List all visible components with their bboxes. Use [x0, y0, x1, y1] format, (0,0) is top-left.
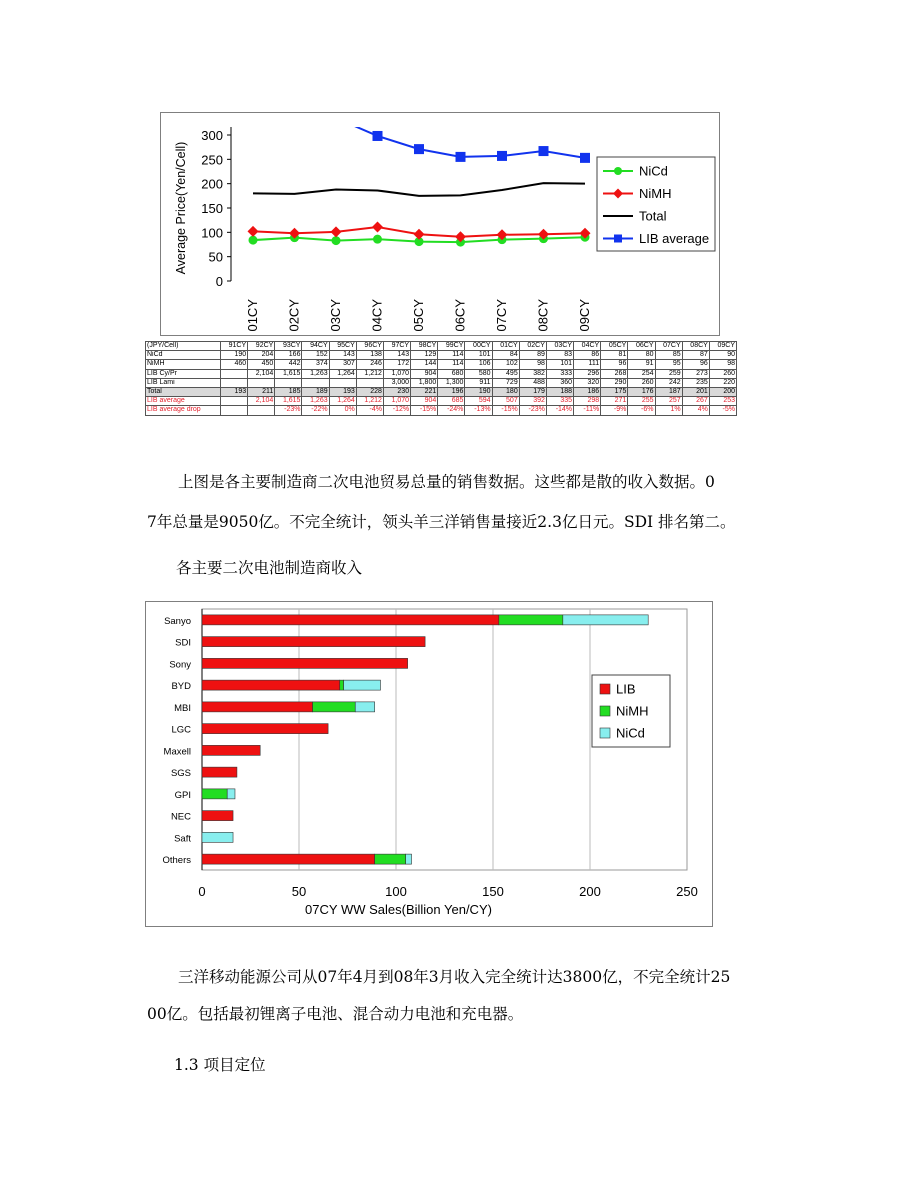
table-cell: 96	[601, 360, 628, 369]
table-cell: 904	[411, 397, 438, 406]
point-nimh-03cy	[331, 226, 342, 237]
table-cell: 235	[682, 378, 709, 387]
table-header-cell: 08CY	[682, 342, 709, 351]
legend-nimh-label: NiMH	[639, 186, 672, 201]
table-cell: 98	[709, 360, 736, 369]
category-label-mbi: MBI	[174, 702, 191, 714]
x-tick-label-09cy: 09CY	[577, 299, 592, 332]
table-cell: 190	[465, 388, 492, 397]
bar-gpi-nicd	[227, 789, 235, 799]
bar-nec-lib	[202, 811, 233, 821]
table-header-cell: 00CY	[465, 342, 492, 351]
table-cell: 253	[709, 397, 736, 406]
table-cell: 101	[465, 351, 492, 360]
table-cell: 179	[519, 388, 546, 397]
table-cell: 1,800	[411, 378, 438, 387]
table-cell: 0%	[329, 406, 356, 415]
point-lib-average-08cy	[539, 146, 549, 156]
y-tick-label-300: 300	[201, 128, 223, 143]
point-nimh-01cy	[248, 226, 259, 237]
table-header-cell: 01CY	[492, 342, 519, 351]
x-tick-label-07cy: 07CY	[494, 299, 509, 332]
table-cell: 904	[411, 369, 438, 378]
bar-others-lib	[202, 854, 375, 864]
table-cell: 260	[628, 378, 655, 387]
table-cell: 1,264	[329, 369, 356, 378]
y-axis-label: Average Price(Yen/Cell)	[174, 141, 188, 275]
table-cell: 255	[628, 397, 655, 406]
point-lib-average-04cy	[373, 131, 383, 141]
point-lib-average-03cy	[331, 113, 341, 123]
table-cell: 260	[709, 369, 736, 378]
paragraph-1-line-1: 上图是各主要制造商二次电池贸易总量的销售数据。这些都是散的收入数据。0	[178, 473, 715, 491]
table-cell: 271	[601, 397, 628, 406]
bar-mbi-nicd	[355, 702, 374, 712]
table-cell: -22%	[302, 406, 329, 415]
bar-mbi-nimh	[313, 702, 356, 712]
table-header-cell: 02CY	[519, 342, 546, 351]
table-header-cell: 03CY	[546, 342, 573, 351]
table-cell: -12%	[383, 406, 410, 415]
table-cell: 2,104	[248, 369, 275, 378]
table-cell: 176	[628, 388, 655, 397]
section-heading-revenue: 各主要二次电池制造商收入	[176, 559, 363, 577]
table-cell: 296	[574, 369, 601, 378]
table-cell: -5%	[709, 406, 736, 415]
table-cell: 335	[546, 397, 573, 406]
bar-others-nimh	[375, 854, 406, 864]
table-cell: 4%	[682, 406, 709, 415]
table-cell: 129	[411, 351, 438, 360]
point-lib-average-05cy	[414, 144, 424, 154]
table-header-cell: 91CY	[221, 342, 248, 351]
category-label-byd: BYD	[171, 681, 191, 693]
table-cell: -13%	[465, 406, 492, 415]
table-row	[146, 378, 737, 387]
table-header-cell: 06CY	[628, 342, 655, 351]
table-cell: Total	[146, 388, 221, 397]
table-cell: 144	[411, 360, 438, 369]
point-nimh-05cy	[414, 229, 425, 240]
x-tick-label-02cy: 02CY	[286, 299, 302, 332]
table-cell: 186	[574, 388, 601, 397]
category-label-sgs: SGS	[170, 768, 191, 780]
table-cell: 333	[546, 369, 573, 378]
bar-legend-nimh-label: NiMH	[616, 703, 649, 719]
x-tick-label-250: 250	[676, 884, 698, 899]
table-cell: 143	[383, 351, 410, 360]
table-row	[146, 388, 737, 397]
table-cell: 273	[682, 369, 709, 378]
category-label-gpi: GPI	[174, 789, 191, 801]
table-cell: 254	[628, 369, 655, 378]
point-nicd-03cy	[332, 236, 341, 245]
table-cell: 1,070	[383, 397, 410, 406]
bar-legend-lib-swatch	[600, 684, 610, 694]
table-header-cell: 99CY	[438, 342, 465, 351]
bar-sgs-lib	[202, 767, 237, 777]
table-cell: 450	[248, 360, 275, 369]
bar-lgc-lib	[202, 724, 328, 734]
table-header-cell: 98CY	[411, 342, 438, 351]
table-header-cell: 92CY	[248, 342, 275, 351]
legend-nicd-marker	[614, 167, 622, 175]
point-nicd-01cy	[249, 236, 258, 245]
bar-legend-nicd-label: NiCd	[616, 725, 645, 741]
price-data-table	[145, 341, 737, 416]
table-cell: 220	[709, 378, 736, 387]
table-cell: 106	[465, 360, 492, 369]
point-lib-average-06cy	[456, 152, 466, 162]
table-header-cell: 94CY	[302, 342, 329, 351]
x-tick-label-150: 150	[482, 884, 504, 899]
table-cell: 507	[492, 397, 519, 406]
table-cell	[221, 378, 248, 387]
table-cell: 95	[655, 360, 682, 369]
table-cell: 87	[682, 351, 709, 360]
price-line-chart-svg	[161, 113, 719, 335]
table-cell: -23%	[275, 406, 302, 415]
series-lib-average	[248, 113, 590, 163]
table-cell: 1,263	[302, 369, 329, 378]
table-cell: 204	[248, 351, 275, 360]
y-tick-label-200: 200	[201, 176, 223, 192]
table-cell: 90	[709, 351, 736, 360]
table-cell	[275, 378, 302, 387]
legend-nicd-label: NiCd	[639, 163, 668, 179]
table-cell: 114	[438, 360, 465, 369]
paragraph-1-line-2: 7年总量是9050亿。不完全统计，领头羊三洋销售量接近2.3亿日元。SDI 排名第二。	[147, 513, 736, 531]
y-tick-label-250: 250	[201, 152, 223, 168]
table-cell: -11%	[574, 406, 601, 415]
x-tick-label-01cy: 01CY	[245, 299, 260, 332]
table-cell: NiMH	[146, 360, 221, 369]
table-cell: 2,104	[248, 397, 275, 406]
table-cell: 307	[329, 360, 356, 369]
table-cell: 685	[438, 397, 465, 406]
table-cell: 114	[438, 351, 465, 360]
table-cell: 257	[655, 397, 682, 406]
table-cell: LIB Cy/Pr	[146, 369, 221, 378]
table-cell: -9%	[601, 406, 628, 415]
bar-byd-nimh	[340, 680, 344, 690]
category-label-saft: Saft	[174, 833, 191, 845]
table-cell: 267	[682, 397, 709, 406]
table-cell: 196	[438, 388, 465, 397]
x-tick-label-50: 50	[291, 884, 307, 899]
table-cell: 83	[546, 351, 573, 360]
table-cell: 580	[465, 369, 492, 378]
table-cell: 680	[438, 369, 465, 378]
table-cell: NiCd	[146, 351, 221, 360]
table-cell: 360	[546, 378, 573, 387]
table-cell: 152	[302, 351, 329, 360]
y-tick-label-50: 50	[208, 249, 223, 265]
bar-legend-nimh-swatch	[600, 706, 610, 716]
bar-sanyo-nimh	[499, 615, 563, 625]
x-tick-label-100: 100	[385, 884, 407, 899]
table-header-cell: (JPY/Cell)	[146, 342, 221, 351]
table-cell: 729	[492, 378, 519, 387]
y-tick-label-100: 100	[201, 225, 223, 241]
y-tick-label-0: 0	[215, 274, 223, 289]
table-header-cell: 07CY	[655, 342, 682, 351]
table-cell	[329, 378, 356, 387]
table-row	[146, 397, 737, 406]
bar-legend-lib-label: LIB	[616, 681, 636, 697]
revenue-bar-chart	[145, 601, 713, 927]
table-cell: 392	[519, 397, 546, 406]
table-cell: 228	[356, 388, 383, 397]
table-cell: 81	[601, 351, 628, 360]
table-header-cell: 05CY	[601, 342, 628, 351]
point-nimh-04cy	[372, 221, 383, 232]
table-row	[146, 360, 737, 369]
table-cell: 84	[492, 351, 519, 360]
category-label-others: Others	[162, 855, 191, 867]
category-label-lgc: LGC	[171, 724, 191, 736]
legend-total-label: Total	[639, 208, 667, 224]
table-cell: 138	[356, 351, 383, 360]
bar-saft-nicd	[202, 832, 233, 842]
table-cell: 1,264	[329, 397, 356, 406]
point-nicd-04cy	[373, 235, 382, 244]
table-cell	[356, 378, 383, 387]
table-cell: 1,615	[275, 369, 302, 378]
table-cell	[302, 378, 329, 387]
series-total	[253, 183, 585, 196]
legend-lib-average-label: LIB average	[639, 231, 710, 246]
table-cell: 1,300	[438, 378, 465, 387]
table-row	[146, 369, 737, 378]
table-cell: 80	[628, 351, 655, 360]
table-cell: 193	[329, 388, 356, 397]
section-heading-1-3: 1.3 项目定位	[174, 1056, 266, 1074]
table-cell: -6%	[628, 406, 655, 415]
table-cell: 221	[411, 388, 438, 397]
table-cell: LIB Lami	[146, 378, 221, 387]
x-tick-label-200: 200	[579, 884, 601, 899]
table-cell: -23%	[519, 406, 546, 415]
series-line-total	[253, 183, 585, 196]
revenue-bar-chart-svg	[146, 602, 712, 926]
category-label-sony: Sony	[169, 659, 191, 671]
bar-byd-nicd	[344, 680, 381, 690]
table-cell: 85	[655, 351, 682, 360]
table-cell: 180	[492, 388, 519, 397]
table-cell: 187	[655, 388, 682, 397]
table-cell: 290	[601, 378, 628, 387]
category-label-sdi: SDI	[175, 637, 191, 649]
table-cell: 259	[655, 369, 682, 378]
table-cell: 594	[465, 397, 492, 406]
table-cell: 488	[519, 378, 546, 387]
table-cell: 111	[574, 360, 601, 369]
table-cell: 193	[221, 388, 248, 397]
bar-sanyo-nicd	[563, 615, 648, 625]
category-label-sanyo: Sanyo	[164, 615, 191, 627]
x-tick-label-0: 0	[198, 884, 206, 899]
table-cell: 96	[682, 360, 709, 369]
table-cell: 1%	[655, 406, 682, 415]
category-label-maxell: Maxell	[163, 746, 191, 758]
table-header-row	[146, 342, 737, 351]
table-cell	[221, 406, 248, 415]
table-cell: 246	[356, 360, 383, 369]
table-cell: -24%	[438, 406, 465, 415]
paragraph-2-line-2: 00亿。包括最初锂离子电池、混合动力电池和充电器。	[147, 1005, 524, 1023]
bar-maxell-lib	[202, 745, 260, 755]
table-cell: 1,615	[275, 397, 302, 406]
bar-sdi-lib	[202, 637, 425, 647]
table-header-cell: 09CY	[709, 342, 736, 351]
bar-sony-lib	[202, 658, 408, 668]
table-cell: 175	[601, 388, 628, 397]
table-header-cell: 93CY	[275, 342, 302, 351]
table-cell: LIB average	[146, 397, 221, 406]
x-tick-label-03cy: 03CY	[328, 299, 343, 332]
table-cell: 211	[248, 388, 275, 397]
table-header-cell: 97CY	[383, 342, 410, 351]
table-cell: 1,263	[302, 397, 329, 406]
table-cell: 166	[275, 351, 302, 360]
table-cell: 1,212	[356, 369, 383, 378]
table-cell	[248, 406, 275, 415]
x-tick-label-04cy: 04CY	[369, 299, 385, 332]
table-cell: 1,212	[356, 397, 383, 406]
table-cell: 242	[655, 378, 682, 387]
table-header-cell: 96CY	[356, 342, 383, 351]
table-cell: 1,070	[383, 369, 410, 378]
table-cell: 185	[275, 388, 302, 397]
table-cell: -15%	[492, 406, 519, 415]
table-header-cell: 95CY	[329, 342, 356, 351]
table-cell: 911	[465, 378, 492, 387]
table-cell: 189	[302, 388, 329, 397]
bar-gpi-nimh	[202, 789, 227, 799]
table-cell: 98	[519, 360, 546, 369]
table-cell: 188	[546, 388, 573, 397]
price-line-chart	[160, 112, 720, 336]
y-tick-label-150: 150	[201, 201, 223, 216]
paragraph-2-line-1: 三洋移动能源公司从07年4月到08年3月收入完全统计达3800亿，不完全统计25	[178, 968, 731, 986]
bar-mbi-lib	[202, 702, 313, 712]
table-cell	[221, 397, 248, 406]
table-cell: 460	[221, 360, 248, 369]
table-cell: LIB average drop	[146, 406, 221, 415]
bar-sanyo-lib	[202, 615, 499, 625]
table-cell: -4%	[356, 406, 383, 415]
table-cell: 268	[601, 369, 628, 378]
x-tick-label-05cy: 05CY	[411, 299, 426, 332]
table-cell: 172	[383, 360, 410, 369]
table-cell: 442	[275, 360, 302, 369]
table-cell: 91	[628, 360, 655, 369]
table-row	[146, 406, 737, 415]
table-cell	[248, 378, 275, 387]
bar-legend-nicd-swatch	[600, 728, 610, 738]
table-cell: 495	[492, 369, 519, 378]
legend-lib-average-marker	[614, 235, 622, 243]
category-label-nec: NEC	[170, 811, 191, 823]
table-cell: 190	[221, 351, 248, 360]
table-cell: -14%	[546, 406, 573, 415]
table-cell: 200	[709, 388, 736, 397]
table-cell: 3,000	[383, 378, 410, 387]
table-cell: -15%	[411, 406, 438, 415]
point-lib-average-07cy	[497, 151, 507, 161]
x-tick-label-08cy: 08CY	[535, 299, 551, 332]
table-cell: 382	[519, 369, 546, 378]
table-cell: 201	[682, 388, 709, 397]
table-header-cell: 04CY	[574, 342, 601, 351]
table-cell: 101	[546, 360, 573, 369]
point-lib-average-09cy	[580, 153, 590, 163]
table-cell	[221, 369, 248, 378]
x-tick-label-06cy: 06CY	[452, 299, 468, 332]
table-row	[146, 351, 737, 360]
bar-x-axis-label: 07CY WW Sales(Billion Yen/CY)	[305, 902, 492, 917]
bar-byd-lib	[202, 680, 340, 690]
table-cell: 230	[383, 388, 410, 397]
table-cell: 143	[329, 351, 356, 360]
table-cell: 102	[492, 360, 519, 369]
table-cell: 86	[574, 351, 601, 360]
bar-others-nicd	[406, 854, 412, 864]
table-cell: 320	[574, 378, 601, 387]
table-cell: 298	[574, 397, 601, 406]
table-cell: 89	[519, 351, 546, 360]
table-cell: 374	[302, 360, 329, 369]
